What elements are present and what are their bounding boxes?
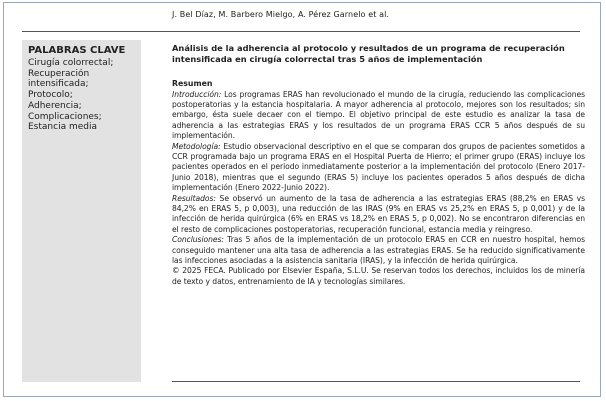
section-text: Se observó un aumento de la tasa de adherencia a las estrategias ERAS (88,2% en ERAS vs 84,2% en ERAS 5, p 0,003), una reducción de las IRAS (9% en ERAS vs 25,2% en ERAS 5, p 0,001) y de la infección de herida quirúrgica (6% en ERAS vs 18,2% en ERAS 5, p 0,002). No se encontraron diferencias en el resto de complicaciones postoperatorias, recuperación funcional, estancia media y reingreso.: [172, 193, 585, 234]
section-label: Introducción:: [172, 89, 222, 99]
abstract-section-metodologia: [172, 142, 585, 194]
abstract-section-introduccion: [172, 90, 585, 142]
section-label: Resultados:: [172, 193, 216, 203]
keyword-item: Adherencia;: [28, 100, 82, 111]
article-title: Análisis de la adherencia al protocolo y resultados de un programa de recuperación intensificada en cirugía colorrectal tras 5 años de implementación: [172, 43, 565, 64]
keyword-item: intensificada;: [28, 79, 89, 90]
header-rule: [22, 31, 580, 32]
running-header-authors: J. Bel Díaz, M. Barbero Mielgo, A. Pérez Garnelo et al.: [172, 10, 390, 19]
keyword-item: Cirugía colorrectal;: [28, 58, 114, 68]
section-label: Conclusiones:: [172, 235, 224, 245]
keyword-item: Recuperación: [28, 68, 90, 79]
abstract-heading: Resumen: [172, 79, 213, 88]
abstract-section-conclusiones: [172, 235, 585, 266]
keywords-box: [22, 40, 141, 382]
copyright-notice: © 2025 FECA. Publicado por Elsevier España, S.L.U. Se reservan todos los derechos, incluidos los de minería de texto y datos, entrenamiento de IA y tecnologías similares.: [172, 266, 585, 286]
keyword-item: Estancia media: [28, 122, 97, 133]
keyword-item: Protocolo;: [28, 90, 73, 101]
section-label: Metodología:: [172, 141, 221, 151]
section-text: Tras 5 años de la implementación de un protocolo ERAS en CCR en nuestro hospital, hemos conseguido mantener una alta tasa de adherencia a las estrategias ERAS. Se ha reducido significativamente las infecciones asociadas a la asistencia sanitaria (IRAS), y la infección de herida quirúrgica.: [172, 235, 585, 265]
section-text: Los programas ERAS han revolucionado el mundo de la cirugía, reduciendo las complicaciones postoperatorias y la estancia hospitalaria. A mayor adherencia al protocolo, mejores son los resultados; sin embargo, ésta suele decaer con el tiempo. El objetivo principal de este estudio es analizar la tasa de adherencia a las estrategias ERAS y los resultados de un programa ERAS CCR 5 años después de su implementación.: [172, 89, 585, 141]
abstract-section-resultados: [172, 194, 585, 236]
keywords-heading: PALABRAS CLAVE: [28, 45, 126, 56]
section-text: Estudio observacional descriptivo en el que se comparan dos grupos de pacientes sometidos a CCR programada bajo un programa ERAS en el Hospital Puerta de Hierro; el primer grupo (ERAS) incluye los pacientes operados en el periodo inmediatamente posterior a la implementación del protocolo (Enero 2017-Junio 2018), mientras que el segundo (ERAS 5) incluye los pacientes operados 5 años después de dicha implementación (Enero 2022-Junio 2022).: [172, 141, 585, 193]
abstract-column: [172, 43, 585, 287]
footer-rule: [172, 381, 580, 382]
keyword-item: Complicaciones;: [28, 111, 102, 122]
